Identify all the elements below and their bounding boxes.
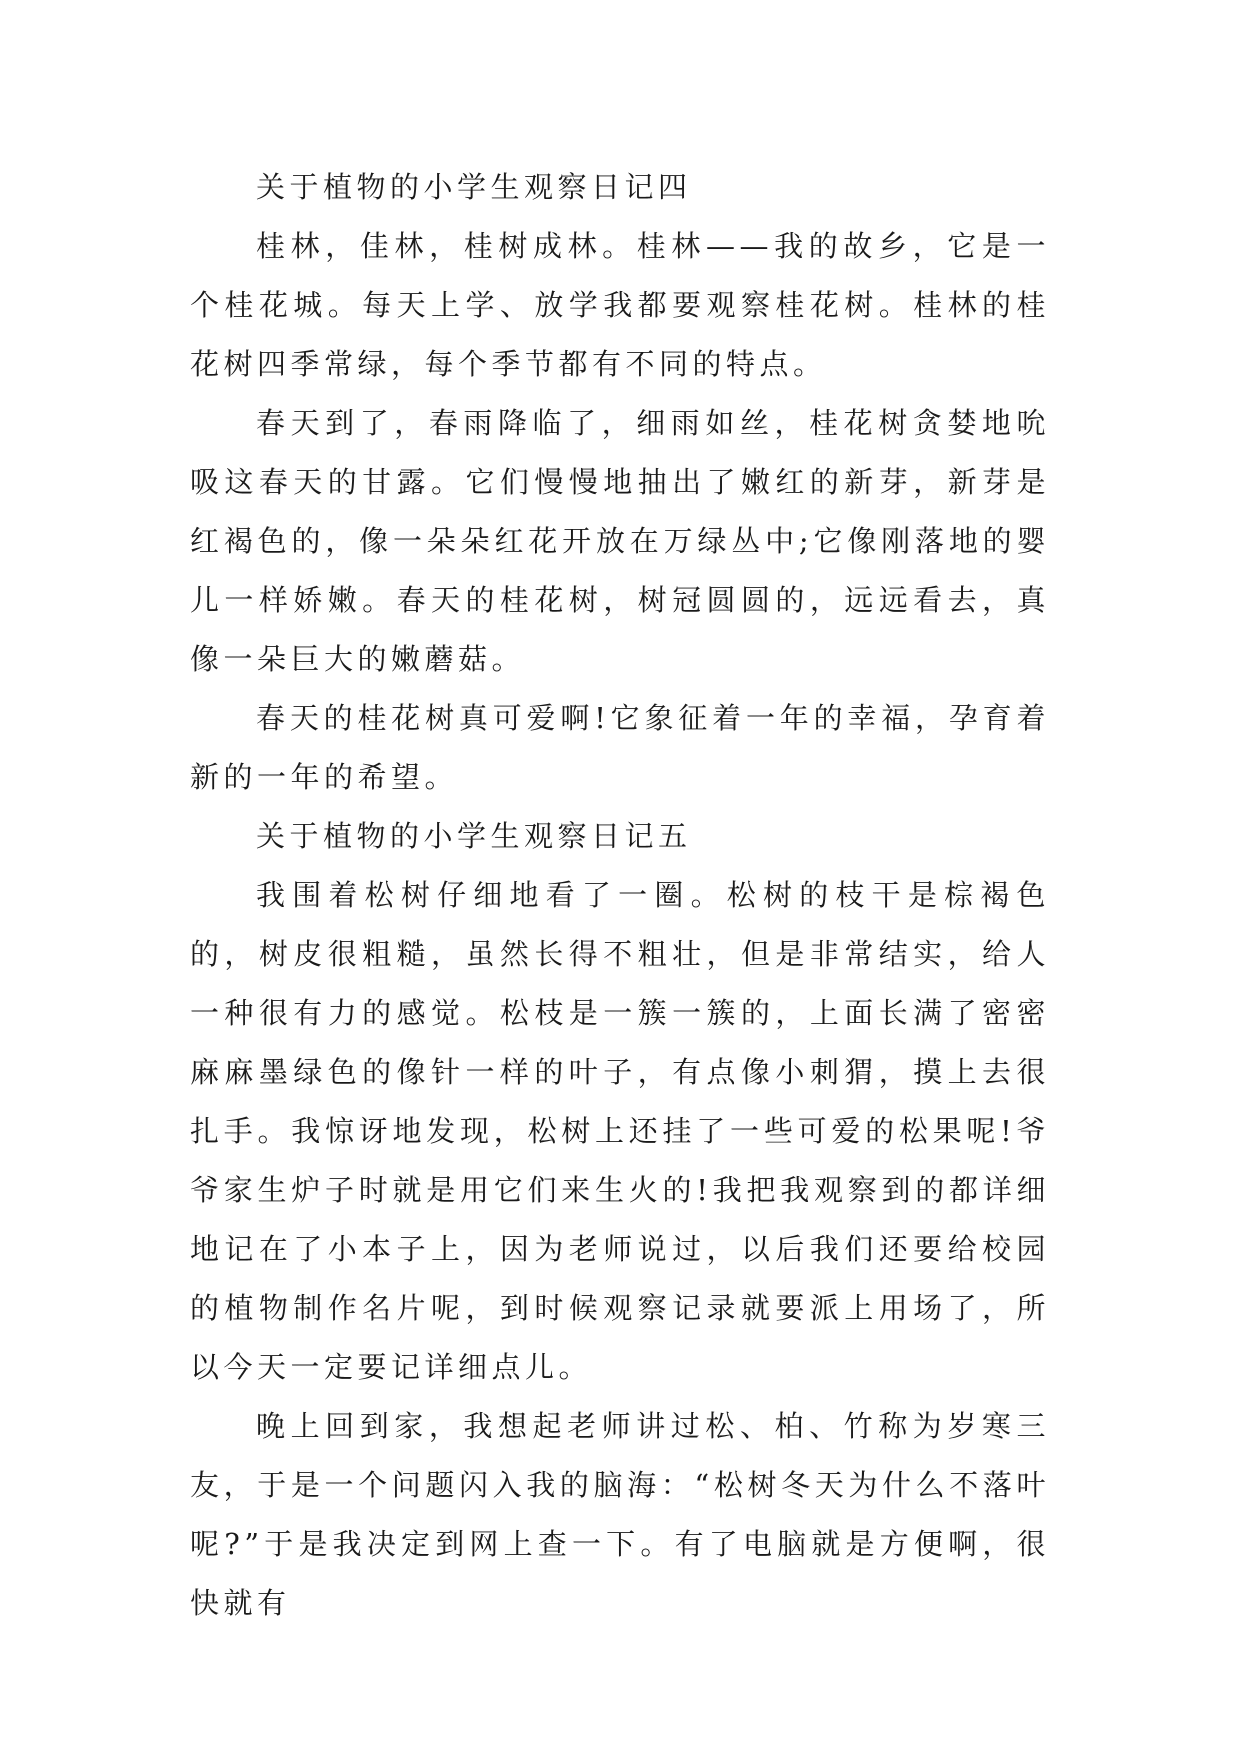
- diary-heading-4: 关于植物的小学生观察日记四: [256, 170, 692, 204]
- document-page: [190, 158, 1050, 1633]
- paragraph-pine-tree: 我围着松树仔细地看了一圈。松树的枝干是棕褐色的，树皮很粗糙，虽然长得不粗壮，但是非常结实，给人一种很有力的感觉。松枝是一簇一簇的，上面长满了密密麻麻墨绿色的像针一样的叶子，有点像小刺猬，摸上去很扎手。我惊讶地发现，松树上还挂了一些可爱的松果呢!爷爷家生炉子时就是用它们来生火的!我把我观察到的都详细地记在了小本子上，因为老师说过，以后我们还要给校园的植物制作名片呢，到时候观察记录就要派上用场了，所以今天一定要记详细点儿。: [190, 878, 1050, 1384]
- paragraph-spring-hope: 春天的桂花树真可爱啊!它象征着一年的幸福，孕育着新的一年的希望。: [190, 701, 1050, 794]
- paragraph-spring-rain: 春天到了，春雨降临了，细雨如丝，桂花树贪婪地吮吸这春天的甘露。它们慢慢地抽出了嫩红的新芽，新芽是红褐色的，像一朵朵红花开放在万绿丛中;它像刚落地的婴儿一样娇嫩。春天的桂花树，树冠圆圆的，远远看去，真像一朵巨大的嫩蘑菇。: [190, 406, 1050, 676]
- paragraph-evening-question: 晚上回到家，我想起老师讲过松、柏、竹称为岁寒三友，于是一个问题闪入我的脑海：“松树冬天为什么不落叶呢?”于是我决定到网上查一下。有了电脑就是方便啊，很快就有: [190, 1409, 1050, 1620]
- paragraph-guilin-intro: 桂林，佳林，桂树成林。桂林——我的故乡，它是一个桂花城。每天上学、放学我都要观察桂花树。桂林的桂花树四季常绿，每个季节都有不同的特点。: [190, 229, 1050, 381]
- diary-heading-5: 关于植物的小学生观察日记五: [256, 819, 692, 853]
